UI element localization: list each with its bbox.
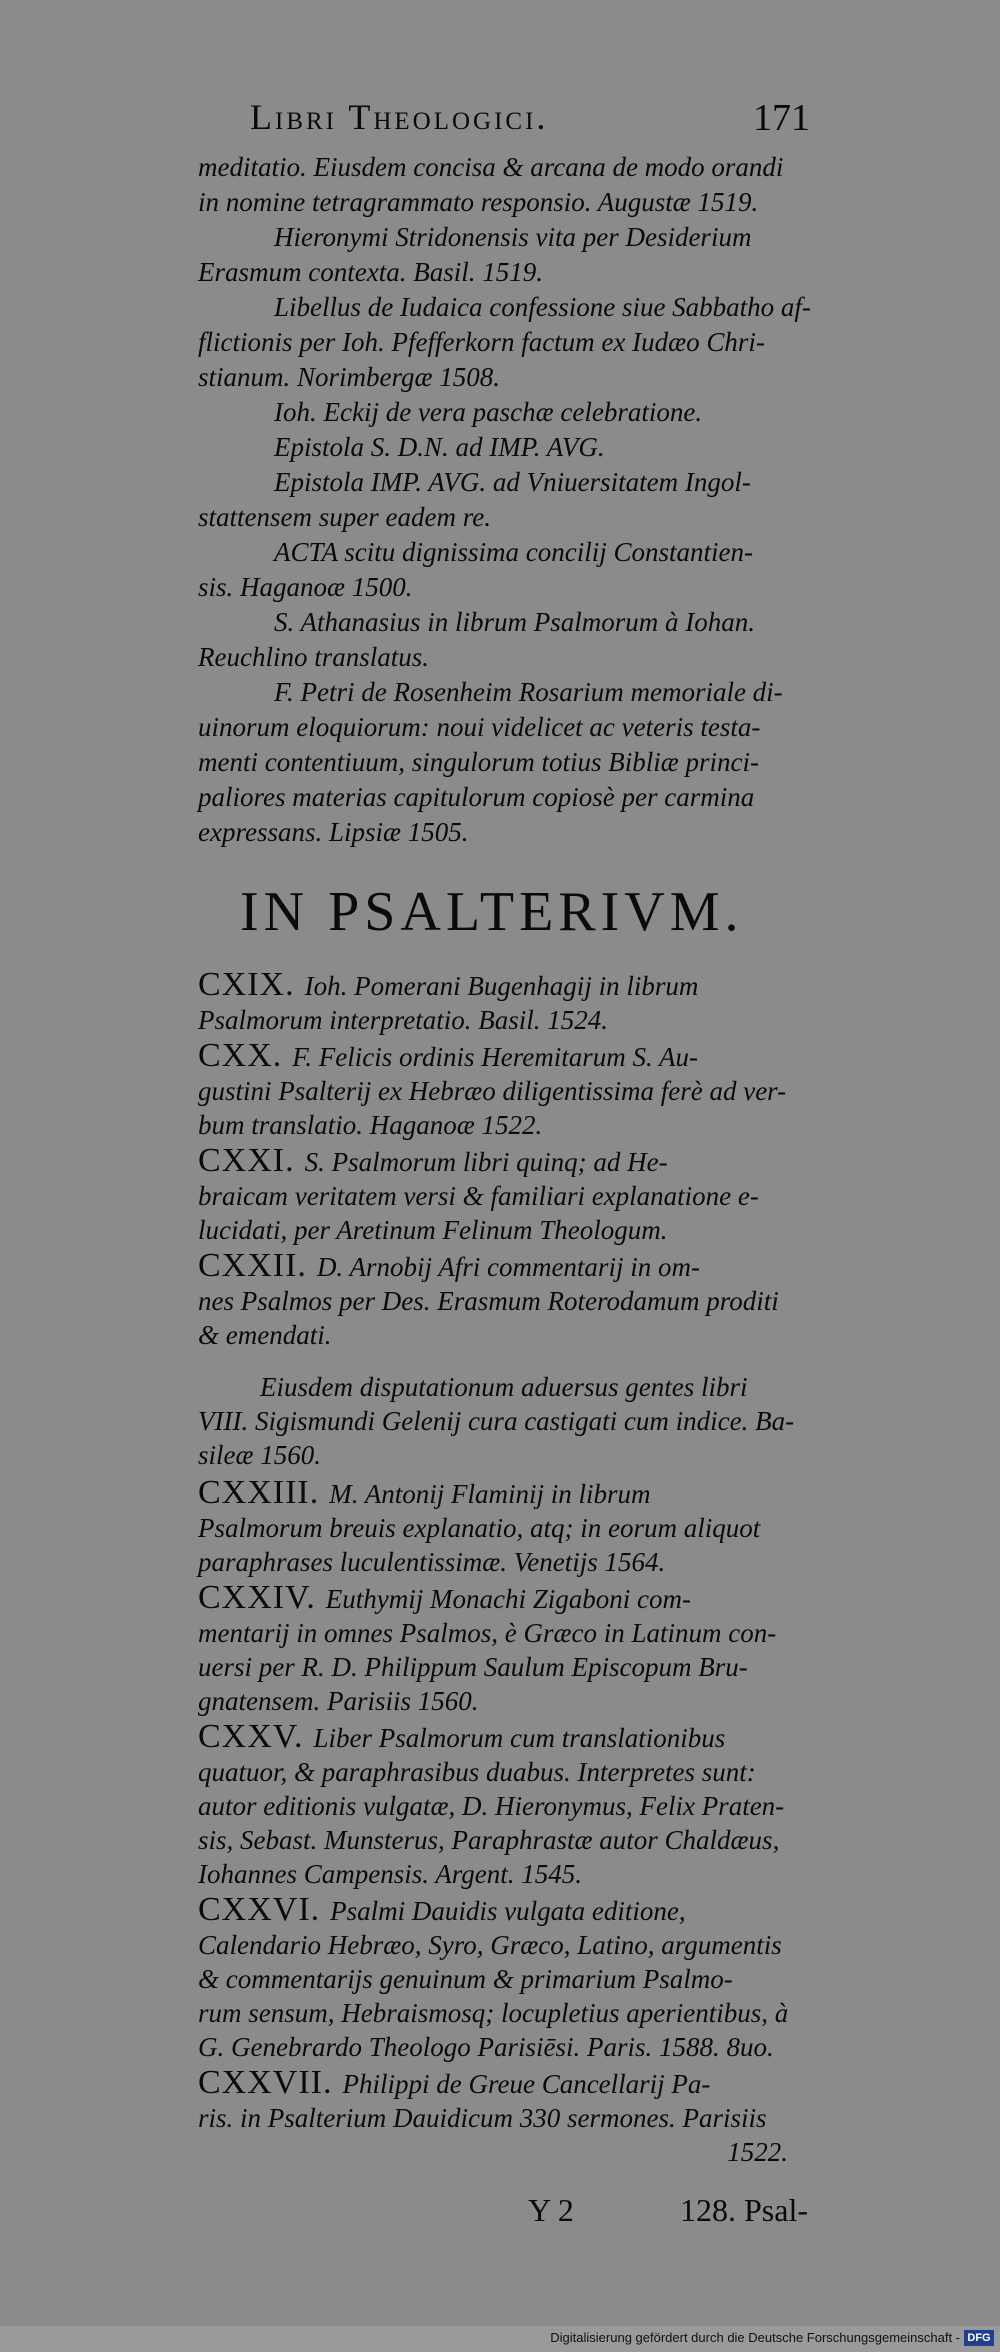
text-line: stattensem super eadem re. (198, 502, 491, 532)
text-line: gnatensem. Parisiis 1560. (198, 1686, 479, 1716)
text-line: nes Psalmos per Des. Erasmum Roterodamum proditi (198, 1286, 779, 1316)
text-line: G. Genebrardo Theologo Parisiēsi. Paris. 1588. 8uo. (198, 2032, 774, 2062)
entry-number: CXXII. (198, 1247, 307, 1284)
text-line: Calendario Hebræo, Syro, Græco, Latino, argumentis (198, 1930, 782, 1960)
text-line: Euthymij Monachi Zigaboni com- (325, 1584, 691, 1614)
text-line: gustini Psalterij ex Hebræo diligentissima ferè ad ver- (198, 1076, 787, 1106)
page-header (250, 96, 810, 146)
credit-bar (0, 2326, 1000, 2352)
text-line: paraphrases luculentissimæ. Venetijs 1564. (198, 1547, 666, 1577)
text-line: Eiusdem disputationum aduersus gentes libri (260, 1372, 748, 1402)
text-line: & emendati. (198, 1320, 332, 1350)
catalog-text (198, 150, 811, 850)
text-line: Ioh. Eckij de vera paschæ celebratione. (274, 397, 703, 427)
text-line: Psalmorum interpretatio. Basil. 1524. (198, 1005, 608, 1035)
text-line: Hieronymi Stridonensis vita per Desiderium (274, 222, 752, 252)
text-line: uinorum eloquiorum: noui videlicet ac veteris testa- (198, 712, 761, 742)
sub-entry (198, 1370, 798, 1472)
text-line: rum sensum, Hebraismosq; locupletius aperientibus, à (198, 1998, 789, 2028)
text-line: autor editionis vulgatæ, D. Hieronymus, Felix Praten- (198, 1791, 785, 1821)
text-line: ACTA scitu dignissima concilij Constantien- (274, 537, 753, 567)
text-line: bum translatio. Haganoæ 1522. (198, 1110, 543, 1140)
text-line: Psalmi Dauidis vulgata editione, (330, 1896, 686, 1926)
text-line: ris. in Psalterium Dauidicum 330 sermones. Parisiis (198, 2103, 767, 2133)
catchword: 128. Psal- (680, 2192, 808, 2228)
text-line: sis, Sebast. Munsterus, Paraphrastæ autor Chaldæus, (198, 1825, 780, 1855)
text-line: braicam veritatem versi & familiari explanatione e- (198, 1181, 759, 1211)
text-line: Epistola S. D.N. ad IMP. AVG. (274, 432, 605, 462)
catalog-entry (198, 2066, 798, 2169)
entry-number: CXXI. (198, 1142, 295, 1179)
page-footer (528, 2192, 808, 2236)
text-line: sileæ 1560. (198, 1440, 322, 1470)
text-line: & commentarijs genuinum & primarium Psalmo- (198, 1964, 733, 1994)
entry-number: CXX. (198, 1037, 283, 1074)
text-line: expressans. Lipsiæ 1505. (198, 817, 469, 847)
entry-number: CXXIII. (198, 1474, 320, 1511)
entry-number: CXXIV. (198, 1579, 316, 1616)
text-line: meditatio. Eiusdem concisa & arcana de modo orandi (198, 152, 784, 182)
text-line: M. Antonij Flaminij in librum (329, 1479, 651, 1509)
text-line: Iohannes Campensis. Argent. 1545. (198, 1859, 582, 1889)
catalog-entry (198, 1720, 798, 1891)
dfg-logo: DFG (964, 2330, 994, 2346)
catalog-entry (198, 1581, 798, 1718)
catalog-entry (198, 1893, 798, 2064)
text-line: uersi per R. D. Philippum Saulum Episcopum Bru- (198, 1652, 748, 1682)
text-line: Reuchlino translatus. (198, 642, 429, 672)
text-line: sis. Haganoæ 1500. (198, 572, 413, 602)
catalog-entry (198, 1144, 798, 1247)
text-line: S. Athanasius in librum Psalmorum à Iohan. (274, 607, 756, 637)
text-line: paliores materias capitulorum copiosè per carmina (198, 782, 755, 812)
text-line: Psalmorum breuis explanatio, atq; in eorum aliquot (198, 1513, 761, 1543)
entry-number: CXXVI. (198, 1891, 321, 1928)
catalog-entry (198, 1476, 798, 1579)
text-line: Liber Psalmorum cum translationibus (313, 1723, 726, 1753)
entry-number: CXXVII. (198, 2064, 333, 2101)
entry-number: CXIX. (198, 966, 295, 1003)
text-line: Epistola IMP. AVG. ad Vniuersitatem Ingol- (274, 467, 751, 497)
catalog-entry (198, 1039, 798, 1142)
text-line: in nomine tetragrammato responsio. Augustæ 1519. (198, 187, 759, 217)
running-head: Libri Theologici. (250, 97, 549, 137)
signature-mark: Y 2 (528, 2192, 574, 2228)
credit-text: Digitalisierung gefördert durch die Deutsche Forschungsgemeinschaft - (550, 2330, 960, 2345)
text-line: Philippi de Greue Cancellarij Pa- (342, 2069, 711, 2099)
text-line: F. Petri de Rosenheim Rosarium memoriale di- (274, 677, 783, 707)
page-number: 171 (753, 97, 810, 139)
text-line: D. Arnobij Afri commentarij in om- (316, 1252, 700, 1282)
text-line: flictionis per Ioh. Pfefferkorn factum ex Iudæo Chri- (198, 327, 765, 357)
section-title: IN PSALTERIVM. (240, 881, 744, 943)
psalter-entries (198, 968, 798, 2171)
text-line: 1522. (727, 2137, 788, 2167)
text-line: VIII. Sigismundi Gelenij cura castigati cum indice. Ba- (198, 1406, 795, 1436)
text-line: quatuor, & paraphrasibus duabus. Interpretes sunt: (198, 1757, 756, 1787)
text-line: Erasmum contexta. Basil. 1519. (198, 257, 543, 287)
text-line: lucidati, per Aretinum Felinum Theologum. (198, 1215, 668, 1245)
text-line: mentarij in omnes Psalmos, è Græco in Latinum con- (198, 1618, 777, 1648)
text-line: menti contentiuum, singulorum totius Bibliæ princi- (198, 747, 759, 777)
text-line: stianum. Norimbergæ 1508. (198, 362, 501, 392)
text-line: F. Felicis ordinis Heremitarum S. Au- (292, 1042, 699, 1072)
catalog-entry (198, 1249, 798, 1352)
text-line: Libellus de Iudaica confessione siue Sabbatho af- (274, 292, 811, 322)
catalog-entry (198, 968, 798, 1037)
text-line: S. Psalmorum libri quinq; ad He- (304, 1147, 668, 1177)
entry-number: CXXV. (198, 1718, 304, 1755)
text-line: Ioh. Pomerani Bugenhagij in librum (304, 971, 699, 1001)
